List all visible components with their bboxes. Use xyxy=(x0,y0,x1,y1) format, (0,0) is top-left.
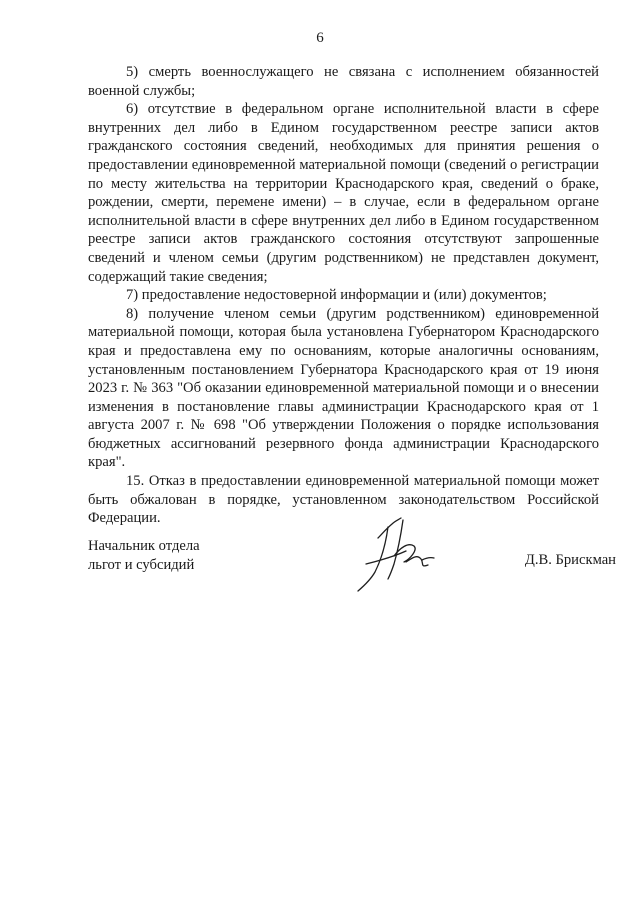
signatory-position-line2: льгот и субсидий xyxy=(88,557,195,573)
paragraph-item-8: 8) получение членом семьи (другим родственником) единовременной материальной помощи, которая была установлена Губернатором Краснодарского края и предоставлена ему по основаниям, которые аналогичны основаниям, установленным постановлением Губернатора Краснодарского края от 19 июня 2023 г. № 363 "Об оказании единовременной материальной помощи и о внесении изменения в постановление главы администрации Краснодарского края от 1 августа 2007 г. № 698 "Об утверждении Положения о порядке использования бюджетных ассигнований резервного фонда администрации Краснодарского края". xyxy=(88,305,599,471)
signatory-name: Д.В. Брискман xyxy=(524,552,616,568)
page-number: 6 xyxy=(316,30,324,46)
paragraph-item-7: 7) предоставление недостоверной информации и (или) документов; xyxy=(126,287,547,304)
signatory-position-line1: Начальник отдела xyxy=(88,538,200,554)
signatory-position xyxy=(88,537,200,575)
paragraph-item-5: 5) смерть военнослужащего не связана с исполнением обязанностей военной службы; xyxy=(88,64,599,99)
paragraph-item-6: 6) отсутствие в федеральном органе исполнительной власти в сфере внутренних дел либо в Едином государственном реестре записи актов гражданского состояния сведений, необходимых для принятия решения о предоставлении единовременной материальной помощи (сведений о регистрации по месту жительства на территории Краснодарского края, сведений о браке, рождении, смерти, перемене имени) – в случае, если в федеральном органе исполнительной власти в сфере внутренних дел либо в Едином государственном реестре записи актов гражданского состояния отсутствуют запрошенные сведений и членом семьи (другим родственником) не представлен документ, содержащий такие сведения; xyxy=(88,101,599,285)
document-body xyxy=(88,63,599,528)
paragraph-clause-15: 15. Отказ в предоставлении единовременной материальной помощи может быть обжалован в порядке, установленном законодательством Российской Федерации. xyxy=(88,473,599,527)
handwritten-signature xyxy=(348,512,440,594)
